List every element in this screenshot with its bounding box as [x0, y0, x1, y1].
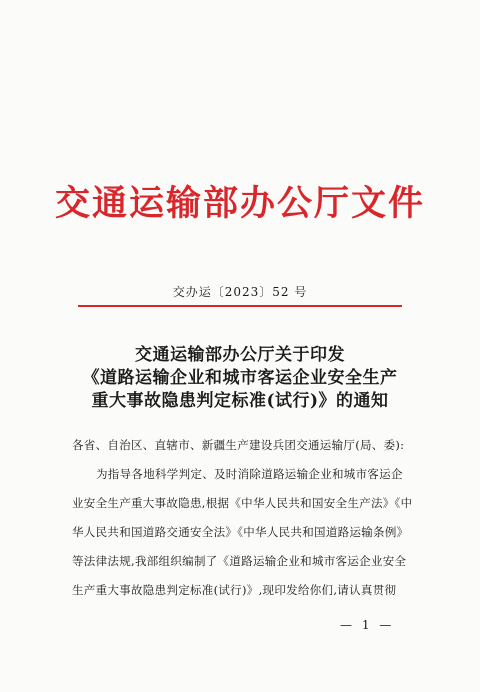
body-line-4: 等法律法规,我部组织编制了《道路运输企业和城市客运企业安全: [72, 554, 407, 568]
document-title: [40, 344, 440, 413]
body-text: [72, 468, 412, 613]
page-number: — 1 —: [340, 618, 395, 632]
salutation: 各省、自治区、直辖市、新疆生产建设兵团交通运输厅(局、委):: [72, 438, 405, 452]
document-masthead: 交通运输部办公厅文件: [54, 183, 425, 224]
body-line-1: 为指导各地科学判定、及时消除道路运输企业和城市客运企: [96, 467, 403, 481]
title-line-1: 交通运输部办公厅关于印发: [135, 345, 345, 365]
red-divider-line: [78, 305, 402, 307]
body-line-3: 华人民共和国道路交通安全法》《中华人民共和国道路运输条例》: [72, 525, 409, 539]
title-line-2: 《道路运输企业和城市客运企业安全生产: [82, 368, 398, 388]
title-line-3: 重大事故隐患判定标准(试行)》的通知: [91, 391, 389, 411]
document-number: 交办运〔2023〕52 号: [172, 285, 308, 299]
body-line-5: 生产重大事故隐患判定标准(试行)》,现印发给你们,请认真贯彻: [72, 583, 397, 597]
body-line-2: 业安全生产重大事故隐患,根据《中华人民共和国安全生产法》《中: [72, 496, 413, 510]
